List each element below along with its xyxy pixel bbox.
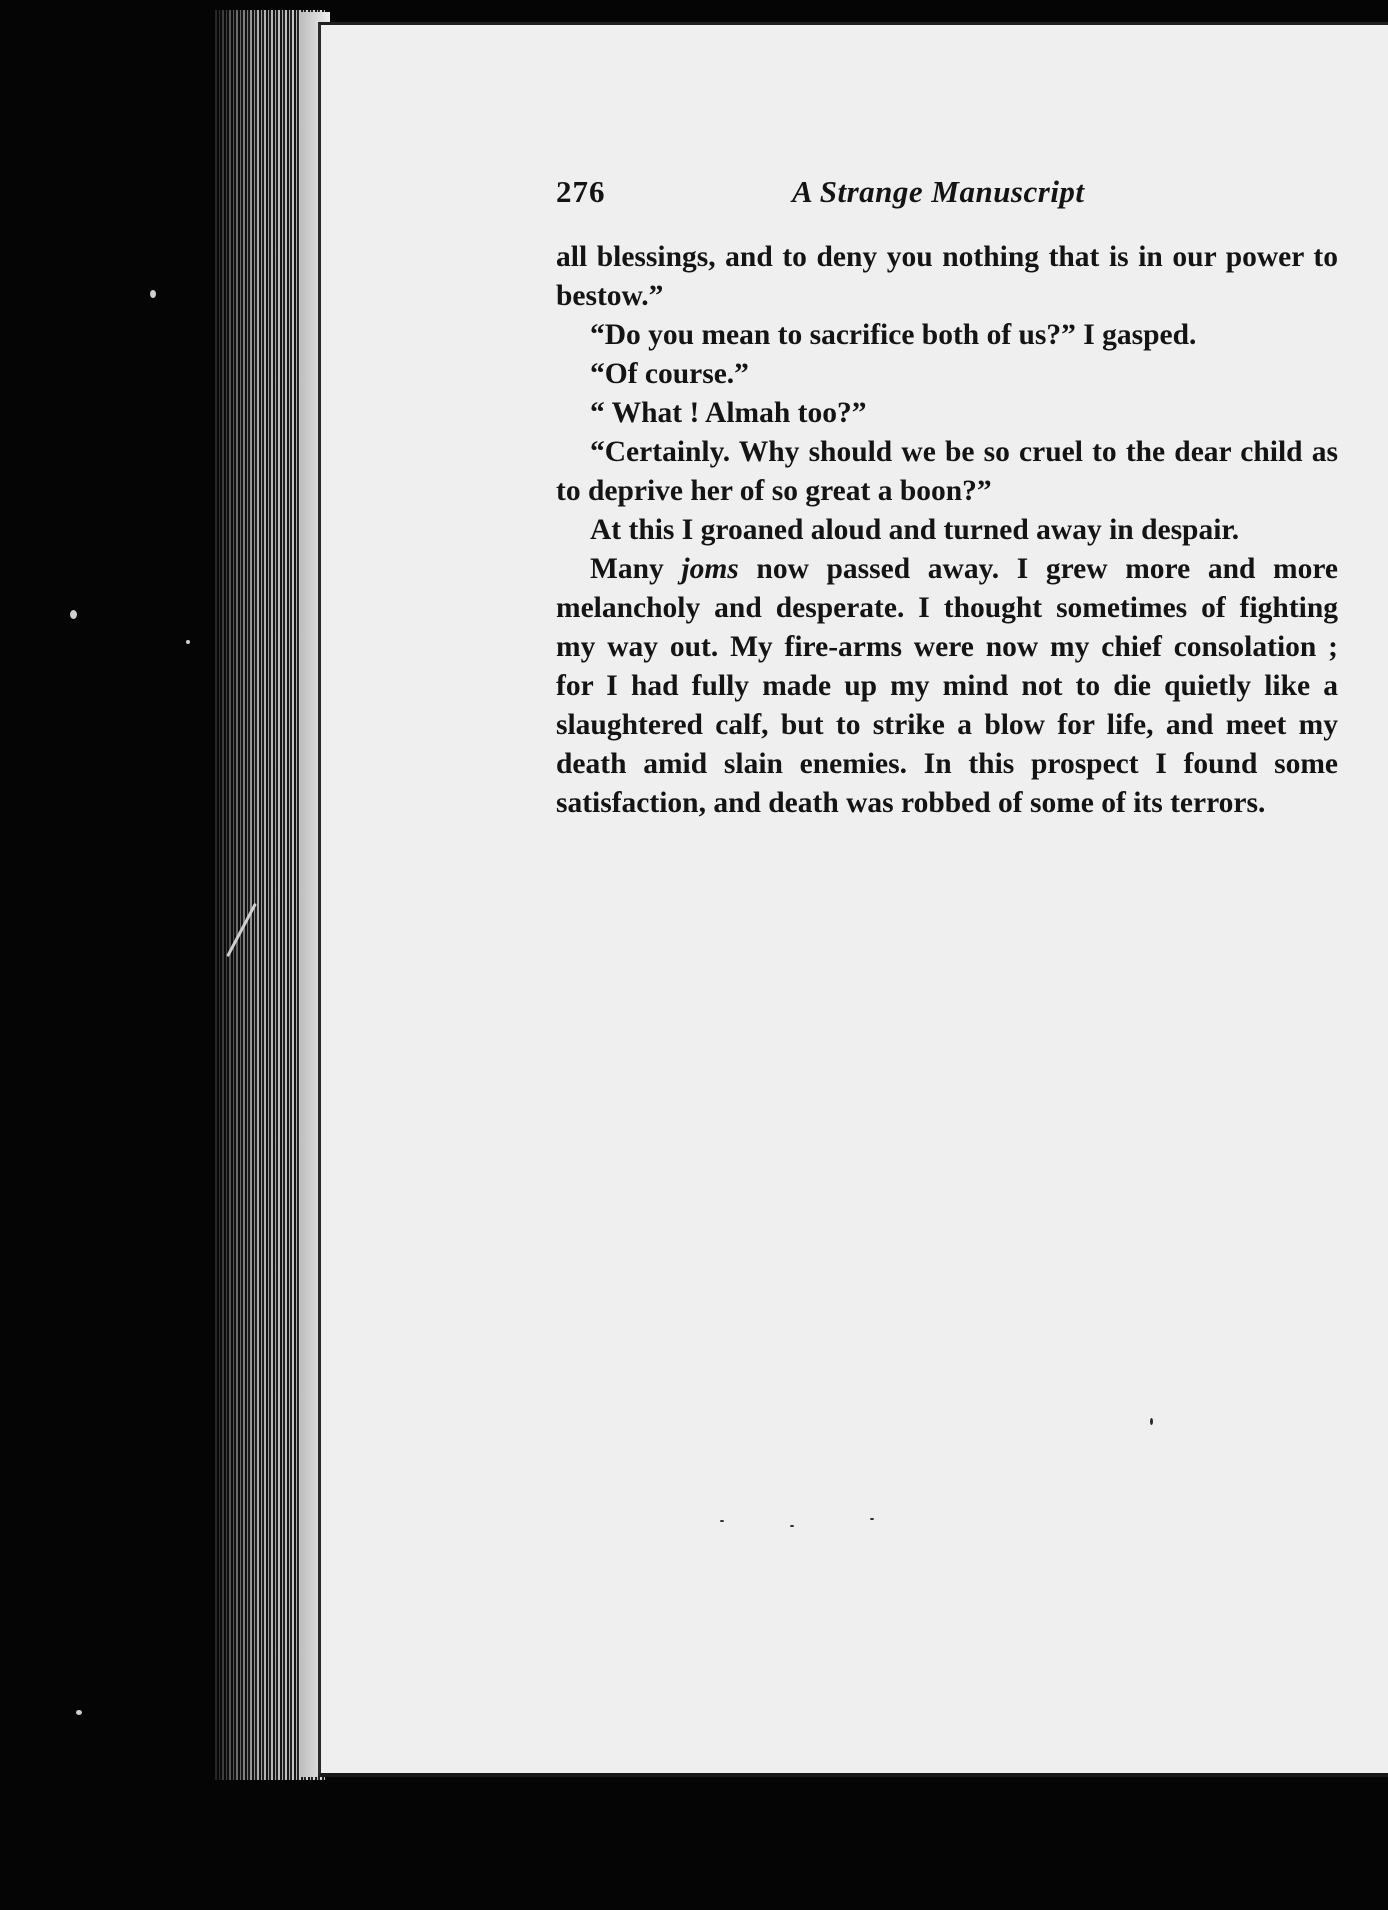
- paragraph-dialogue: “Certainly. Why should we be so cruel to the dear child as to deprive her of so great a boon?”: [556, 436, 1338, 507]
- paragraph-continuation: all blessings, and to deny you nothing that is in our power to bestow.”: [556, 241, 1338, 312]
- paragraph-narration: [556, 550, 1338, 823]
- page-speck: [870, 1518, 874, 1520]
- scan-speck: [150, 290, 156, 298]
- paragraph-dialogue: “Of course.”: [590, 358, 749, 390]
- book-title: A Strange Manuscript: [792, 174, 1085, 209]
- scan-speck: [186, 640, 190, 644]
- scan-speck: [76, 1710, 82, 1715]
- scan-speck: [70, 610, 77, 619]
- body-text: [556, 238, 1338, 823]
- paragraph-dialogue: “ What ! Almah too?”: [590, 397, 867, 429]
- paragraph-dialogue: “Do you mean to sacrifice both of us?” I gasped.: [590, 319, 1197, 351]
- page-speck: [790, 1525, 794, 1527]
- italic-term: joms: [681, 553, 739, 585]
- paragraph-text: now passed away. I grew more and more melancholy and desperate. I thought sometimes of fighting my way out. My fire-arms were now my chief consolation ; for I had fully made up my mind not to die quietly like a slaughtered calf, but to strike a blow for life, and meet my death amid slain enemies. In this prospect I found some satisfaction, and death was robbed of some of its terrors.: [556, 553, 1339, 819]
- running-head: [556, 170, 1338, 214]
- paragraph-narration: At this I groaned aloud and turned away in despair.: [590, 514, 1240, 546]
- page-speck: [720, 1520, 724, 1522]
- page-number: 276: [556, 174, 606, 209]
- paragraph-lead-word: Many: [590, 553, 664, 585]
- page-speck: [1150, 1418, 1153, 1425]
